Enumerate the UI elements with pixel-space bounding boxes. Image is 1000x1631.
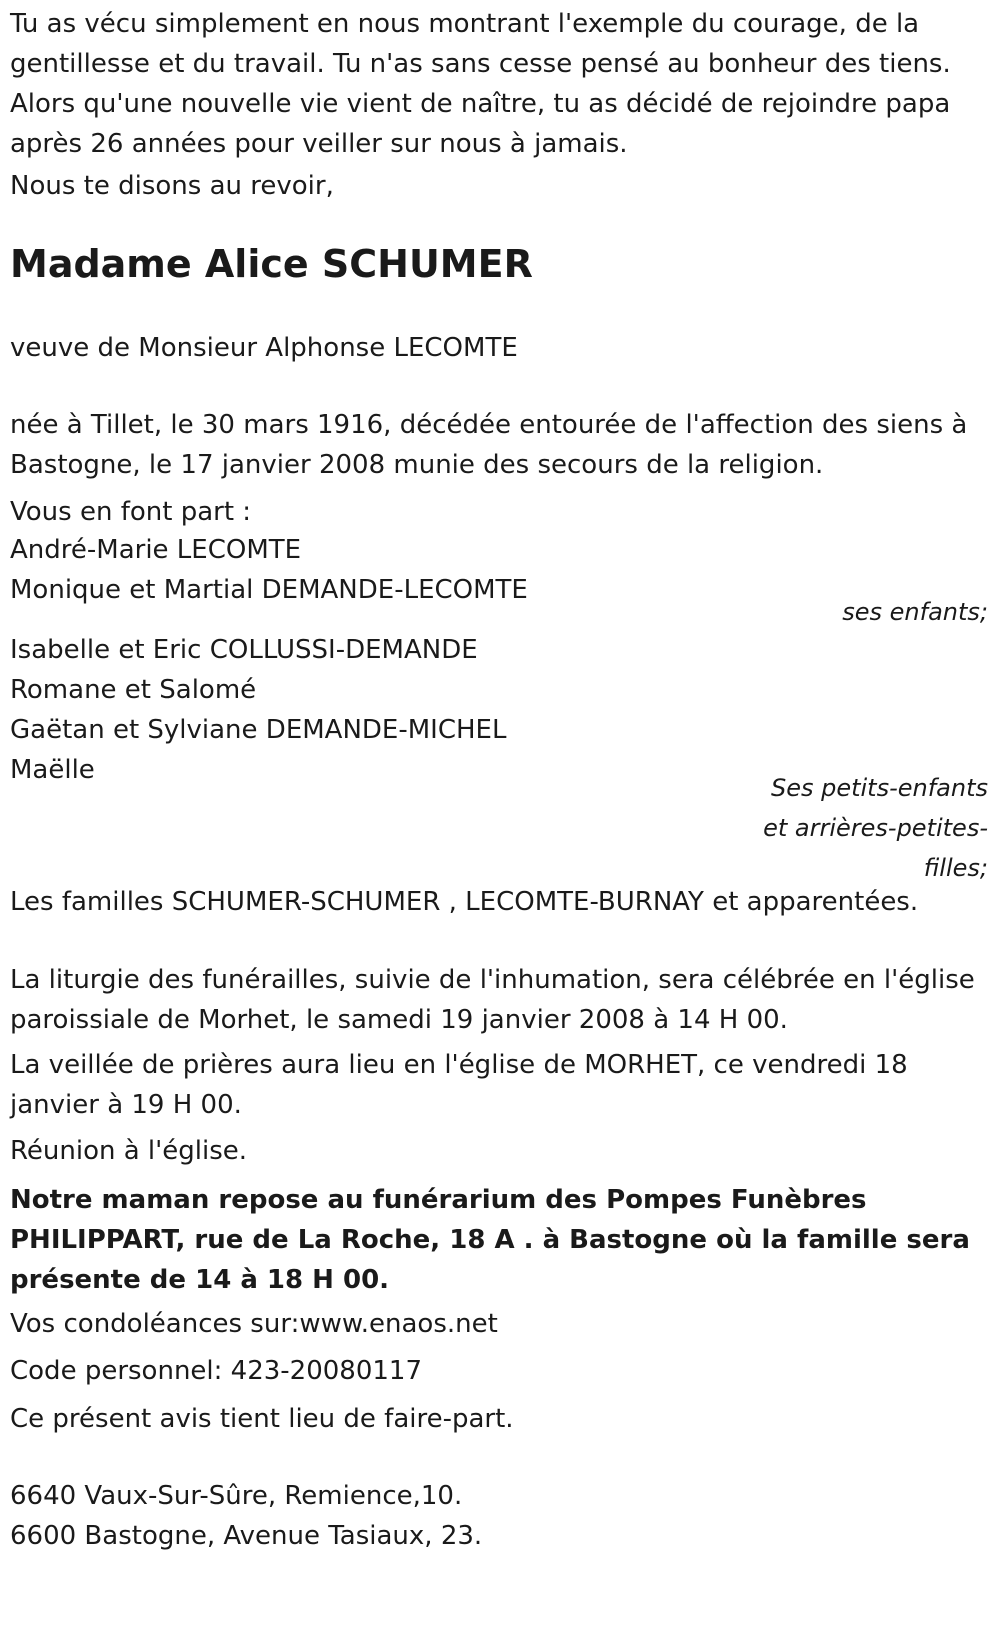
repose-paragraph (10, 1180, 970, 1300)
liturgy-paragraph (10, 960, 975, 1040)
birth-line: Bastogne, le 17 janvier 2008 munie des secours de la religion. (10, 450, 824, 480)
widow-text: veuve de Monsieur Alphonse LECOMTE (10, 333, 518, 363)
grandchildren-label-line: et arrières-petites- (763, 814, 988, 842)
farewell-text: Nous te disons au revoir, (10, 171, 334, 201)
intro-line: gentillesse et du travail. Tu n'as sans cesse pensé au bonheur des tiens. (10, 49, 951, 79)
repose-line: présente de 14 à 18 H 00. (10, 1265, 390, 1295)
intro-line: Alors qu'une nouvelle vie vient de naître, tu as décidé de rejoindre papa (10, 89, 951, 119)
notice-text: Ce présent avis tient lieu de faire-part. (10, 1404, 514, 1434)
announce-text: Vous en font part : (10, 497, 252, 527)
grandchild-entry: Maëlle (10, 755, 95, 785)
personal-code: Code personnel: 423-20080117 (10, 1356, 423, 1386)
vigil-paragraph (10, 1045, 908, 1125)
address-line: 6600 Bastogne, Avenue Tasiaux, 23. (10, 1521, 483, 1551)
repose-line: Notre maman repose au funérarium des Pompes Funèbres (10, 1185, 867, 1215)
child-entry: André-Marie LECOMTE (10, 535, 302, 565)
intro-paragraph (10, 4, 951, 164)
addresses (10, 1476, 482, 1556)
grandchildren-label-line: filles; (923, 854, 988, 882)
birth-line: née à Tillet, le 30 mars 1916, décédée entourée de l'affection des siens à (10, 410, 968, 440)
grandchildren-label (763, 768, 988, 888)
liturgy-line: La liturgie des funérailles, suivie de l'inhumation, sera célébrée en l'église (10, 965, 975, 995)
intro-line: après 26 années pour veiller sur nous à jamais. (10, 129, 628, 159)
children-label: ses enfants; (842, 598, 988, 626)
grandchild-entry: Gaëtan et Sylviane DEMANDE-MICHEL (10, 715, 507, 745)
liturgy-line: paroissiale de Morhet, le samedi 19 janvier 2008 à 14 H 00. (10, 1005, 788, 1035)
vigil-line: La veillée de prières aura lieu en l'église de MORHET, ce vendredi 18 (10, 1050, 908, 1080)
grandchildren-label-line: Ses petits-enfants (770, 774, 988, 802)
families-text: Les familles SCHUMER-SCHUMER , LECOMTE-BURNAY et apparentées. (10, 887, 919, 917)
birth-death-paragraph (10, 405, 967, 485)
grandchildren-list (10, 630, 506, 790)
grandchild-entry: Isabelle et Eric COLLUSSI-DEMANDE (10, 635, 478, 665)
deceased-name: Madame Alice SCHUMER (10, 242, 533, 286)
children-list (10, 530, 528, 610)
intro-line: Tu as vécu simplement en nous montrant l'exemple du courage, de la (10, 9, 920, 39)
repose-line: PHILIPPART, rue de La Roche, 18 A . à Bastogne où la famille sera (10, 1225, 970, 1255)
meeting-text: Réunion à l'église. (10, 1136, 248, 1166)
child-entry: Monique et Martial DEMANDE-LECOMTE (10, 575, 528, 605)
grandchild-entry: Romane et Salomé (10, 675, 257, 705)
condolences-text: Vos condoléances sur:www.enaos.net (10, 1309, 498, 1339)
vigil-line: janvier à 19 H 00. (10, 1090, 242, 1120)
address-line: 6640 Vaux-Sur-Sûre, Remience,10. (10, 1481, 463, 1511)
